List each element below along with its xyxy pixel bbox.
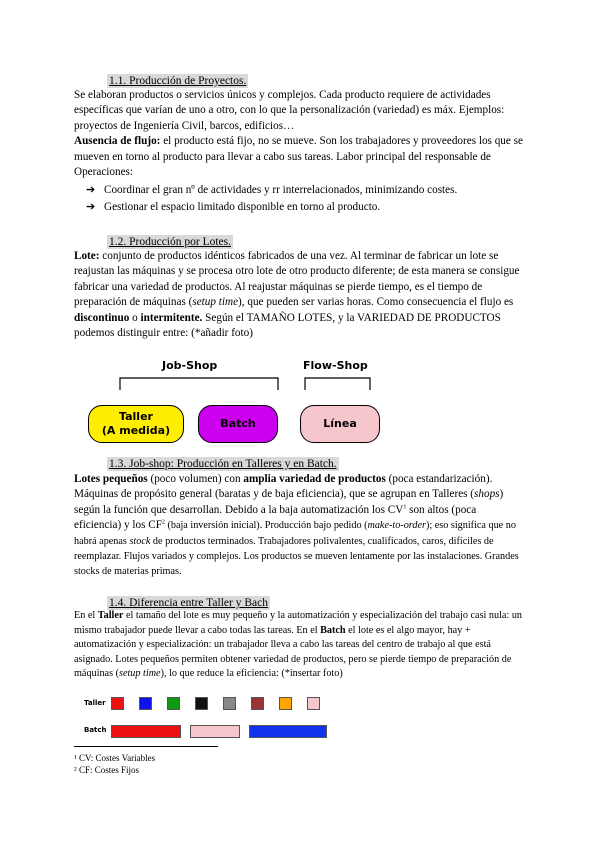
- taller-swatch: [307, 697, 320, 710]
- section-heading-1-1: 1.1. Producción de Proyectos.: [109, 75, 247, 87]
- list-item: ➔ Coordinar el gran nº de actividades y rr interrelacionados, minimizando costes.: [86, 182, 457, 199]
- batch-swatch: [111, 725, 181, 738]
- paragraph-1-1b-text: el producto está fijo, no se mueve. Son los trabajadores y proveedores los que se mueven en torno al producto para llevar a cabo sus tareas. Labor principal del responsable de Operaciones:: [74, 135, 523, 179]
- batch-swatch: [249, 725, 327, 738]
- taller-swatch: [167, 697, 180, 710]
- paragraph-1-4: En el Taller el tamaño del lote es muy pequeño y la automatización y especialización del trabajo casi nula: un mismo trabajador puede llevar a cabo todas las tareas. En el Batch el lote es el algo mayor, hay + automatización y especialización: un trabajador lleva a cabo las tareas del centro de trabajo al que está asignado. Lotes pequeños permiten obtener variedad de productos, pero se pierde tiempo de preparación de máquinas (setup time), lo que reduce la eficiencia: (*insertar foto): [74, 610, 523, 680]
- paragraph-1-1: [74, 88, 526, 180]
- arrow-icon: ➔: [86, 184, 96, 196]
- batch-shape: Batch: [198, 405, 278, 443]
- footnote-divider: [74, 746, 218, 747]
- paragraph-1-1-text: Se elaboran productos o servicios únicos y complejos. Cada producto requiere de actividades específicas que varían de uno a otro, con lo que la personalización (variedad) es máx. Ejemplos: proyectos de Ingeniería Civil, barcos, edificios…: [74, 89, 505, 132]
- job-shop-label: Job-Shop: [162, 359, 218, 372]
- taller-swatch: [111, 697, 124, 710]
- section-heading-1-4: 1.4. Diferencia entre Taller y Bach: [109, 597, 268, 609]
- taller-swatch: [195, 697, 208, 710]
- flow-shop-label: Flow-Shop: [303, 359, 368, 372]
- taller-shape: Taller (A medida): [88, 405, 184, 443]
- batch-swatch: [190, 725, 240, 738]
- bullet-list-1-1: [86, 182, 457, 216]
- diagram-brackets: [80, 368, 390, 408]
- section-heading-1-2: 1.2. Producción por Lotes.: [109, 236, 232, 248]
- arrow-icon: ➔: [86, 201, 96, 213]
- batch-row-label: Batch: [84, 726, 107, 734]
- footnote-1: ¹ CV: Costes Variables: [74, 753, 156, 763]
- taller-swatch: [139, 697, 152, 710]
- taller-swatch: [279, 697, 292, 710]
- footnote-2: ² CF: Costes Fijos: [74, 765, 139, 775]
- linea-shape: Línea: [300, 405, 380, 443]
- taller-swatch: [223, 697, 236, 710]
- paragraph-1-3: Lotes pequeños (poco volumen) con amplia variedad de productos (poca estandarización). Máquinas de propósito general (baratas y de baja eficiencia), que se agrupan en Talleres (shops) según la función que desarrollan. Debido a la baja automatización los $CV^1$ son altos (poca eficiencia) y los $CF^2$ (baja inversión inicial). Producción bajo pedido (make-to-order); eso significa que no habrá apenas stock de productos terminados. Trabajadores polivalentes, cualificados, caros, difíciles de reemplazar. Flujos variados y complejos. Los productos se mueven lentamente por las instalaciones. Grandes stocks de materias primas.: [74, 473, 519, 578]
- taller-row-label: Taller: [84, 699, 106, 707]
- list-item: ➔ Gestionar el espacio limitado disponible en torno al producto.: [86, 199, 457, 216]
- paragraph-1-2: Lote: conjunto de productos idénticos fabricados de una vez. Al terminar de fabricar un lote se reajustan las máquinas y se procesa otro lote de otro producto diferente; de esta manera se consigue fabricar una variedad de productos. Al reajustar máquinas se pierde tiempo, es el tiempo de preparación de máquinas (setup time), que pueden ser varias horas. Como consecuencia el flujo es discontinuo o intermitente. Según el TAMAÑO LOTES, y la VARIEDAD DE PRODUCTOS podemos distinguir entre: (*añadir foto): [74, 250, 520, 340]
- taller-swatch: [251, 697, 264, 710]
- ausencia-flujo-bold: Ausencia de flujo:: [74, 135, 161, 148]
- section-heading-1-3: 1.3. Job-shop: Producción en Talleres y en Batch.: [109, 458, 337, 470]
